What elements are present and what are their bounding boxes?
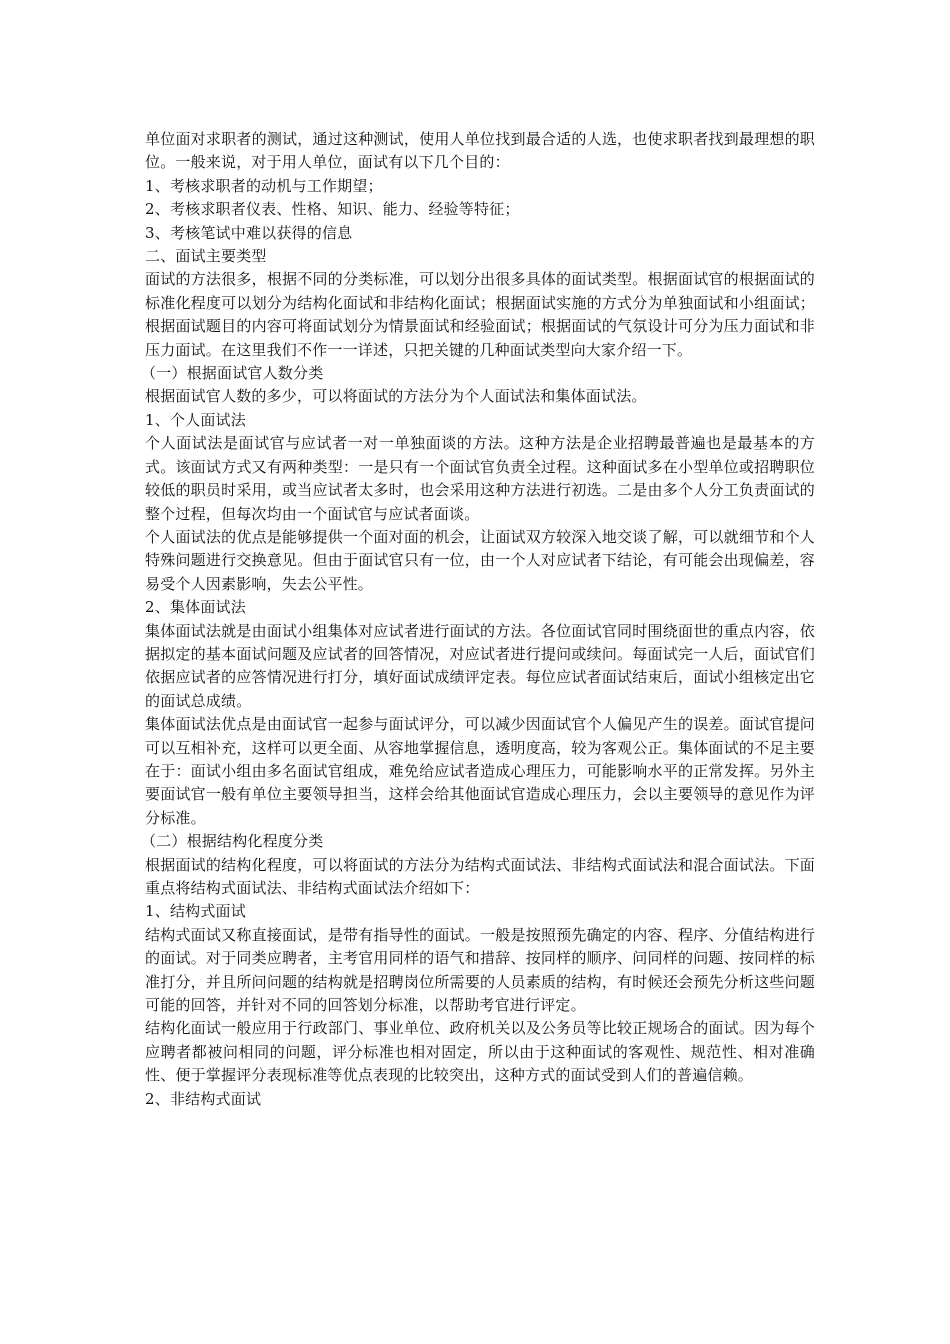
item-heading: 2、非结构式面试 [145, 1089, 262, 1108]
list-item: 2、考核求职者仪表、性格、知识、能力、经验等特征； [145, 200, 520, 219]
document-body [141, 128, 815, 1111]
paragraph: 个人面试法的优点是能够提供一个面对面的机会，让面试双方较深入地交谈了解，可以就细节和个人特殊问题进行交换意见。但由于面试官只有一位，由一个人对应试者下结论，有可能会出现偏差，容易受个人因素影响，失去公平性。 [145, 527, 815, 593]
paragraph: 根据面试的结构化程度，可以将面试的方法分为结构式面试法、非结构式面试法和混合面试法。下面重点将结构式面试法、非结构式面试法介绍如下： [145, 855, 815, 897]
paragraph: 集体面试法优点是由面试官一起参与面试评分，可以减少因面试官个人偏见产生的误差。面试官提问可以互相补充，这样可以更全面、从容地掌握信息，透明度高，较为客观公正。集体面试的不足主要在于：面试小组由多名面试官组成，难免给应试者造成心理压力，可能影响水平的正常发挥。另外主要面试官一般有单位主要领导担当，这样会给其他面试官造成心理压力，会以主要领导的意见作为评分标准。 [145, 715, 815, 827]
item-heading: 1、个人面试法 [145, 410, 246, 429]
paragraph: 根据面试官人数的多少，可以将面试的方法分为个人面试法和集体面试法。 [145, 387, 647, 406]
paragraph: 个人面试法是面试官与应试者一对一单独面谈的方法。这种方法是企业招聘最普遍也是最基本的方式。该面试方式又有两种类型：一是只有一个面试官负责全过程。这种面试多在小型单位或招聘职位较低的职员时采用，或当应试者太多时，也会采用这种方法进行初选。二是由多个人分工负责面试的整个过程，但每次均由一个面试官与应试者面谈。 [145, 434, 815, 523]
paragraph: 集体面试法就是由面试小组集体对应试者进行面试的方法。各位面试官同时围绕面世的重点内容，依据拟定的基本面试问题及应试者的回答情况，对应试者进行提问或续问。每面试完一人后，面试官们依据应试者的应答情况进行打分，填好面试成绩评定表。每位应试者面试结束后，面试小组核定出它的面试总成绩。 [145, 621, 815, 710]
list-item: 1、考核求职者的动机与工作期望； [145, 176, 383, 195]
section-heading: 二、面试主要类型 [145, 247, 267, 266]
subsection-heading: （二）根据结构化程度分类 [141, 832, 324, 851]
subsection-heading: （一）根据面试官人数分类 [141, 364, 324, 383]
paragraph: 结构化面试一般应用于行政部门、事业单位、政府机关以及公务员等比较正规场合的面试。因为每个应聘者都被问相同的问题，评分标准也相对固定，所以由于这种面试的客观性、规范性、相对准确性、便于掌握评分表现标准等优点表现的比较突出，这种方式的面试受到人们的普遍信赖。 [145, 1019, 815, 1085]
item-heading: 2、集体面试法 [145, 598, 246, 617]
paragraph: 结构式面试又称直接面试，是带有指导性的面试。一般是按照预先确定的内容、程序、分值结构进行的面试。对于同类应聘者，主考官用同样的语气和措辞、按同样的顺序、问同样的问题、按同样的标准打分，并且所问问题的结构就是招聘岗位所需要的人员素质的结构，有时候还会预先分析这些问题可能的回答，并针对不同的回答划分标准，以帮助考官进行评定。 [145, 925, 815, 1015]
item-heading: 1、结构式面试 [145, 902, 246, 921]
paragraph: 面试的方法很多，根据不同的分类标准，可以划分出很多具体的面试类型。根据面试官的根据面试的标准化程度可以划分为结构化面试和非结构化面试；根据面试实施的方式分为单独面试和小组面试；根据面试题目的内容可将面试划分为情景面试和经验面试；根据面试的气氛设计可分为压力面试和非压力面试。在这里我们不作一一详述，只把关键的几种面试类型向大家介绍一下。 [145, 270, 815, 359]
paragraph: 单位面对求职者的测试，通过这种测试，使用人单位找到最合适的人选，也使求职者找到最理想的职位。一般来说，对于用人单位，面试有以下几个目的： [145, 130, 815, 172]
list-item: 3、考核笔试中难以获得的信息 [145, 223, 353, 242]
